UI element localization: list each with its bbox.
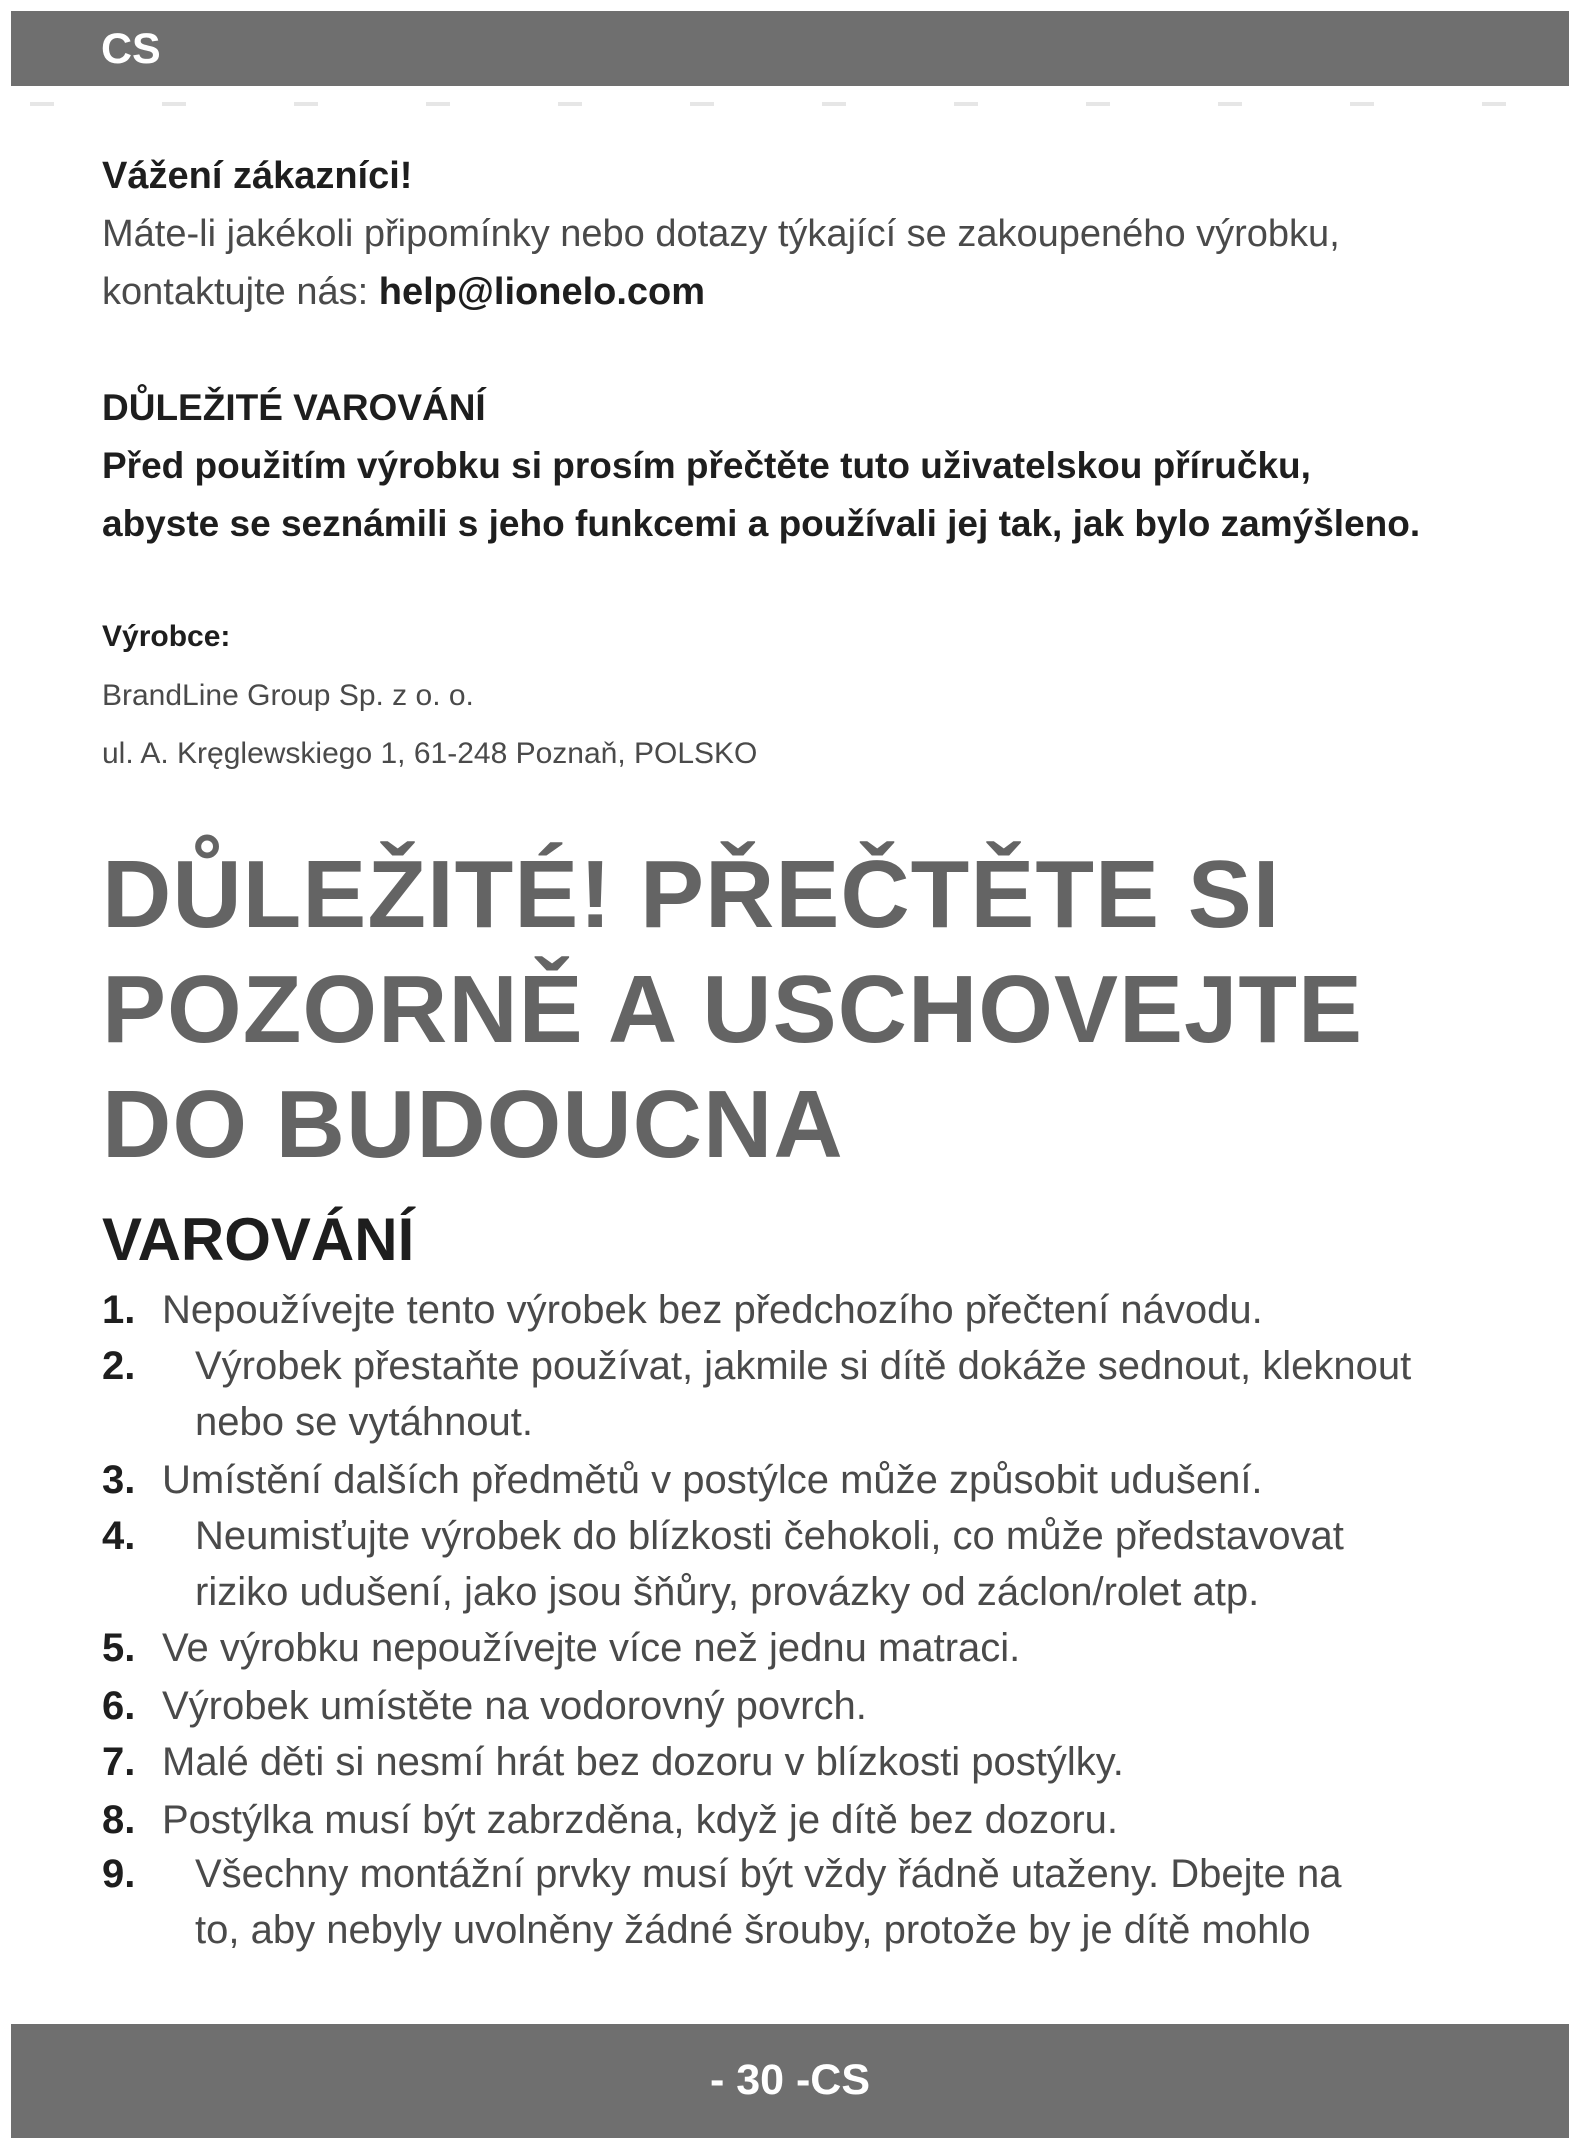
greeting-title: Vážení zákazníci! <box>102 155 413 197</box>
item-number: 8. <box>102 1798 136 1842</box>
item-text: Neumisťujte výrobek do blízkosti čehokoli, co může představovat <box>195 1514 1344 1558</box>
item-text: Výrobek přestaňte používat, jakmile si dítě dokáže sednout, kleknout <box>195 1344 1412 1388</box>
manufacturer-address: ul. A. Kręglewskiego 1, 61-248 Poznaň, POLSKO <box>102 737 758 770</box>
item-text-continued: nebo se vytáhnout. <box>195 1400 534 1444</box>
item-number: 3. <box>102 1458 136 1502</box>
headline-line-3: DO BUDOUCNA <box>102 1071 844 1178</box>
headline-line-1: DŮLEŽITÉ! PŘEČTĚTE SI <box>102 841 1281 948</box>
item-number: 9. <box>102 1852 136 1896</box>
item-text: Výrobek umístěte na vodorovný povrch. <box>162 1684 867 1728</box>
item-number: 4. <box>102 1514 136 1558</box>
greeting-line-1: Máte-li jakékoli připomínky nebo dotazy týkající se zakoupeného výrobku, <box>102 213 1340 255</box>
warning-line-2: abyste se seznámili s jeho funkcemi a používali jej tak, jak bylo zamýšleno. <box>102 503 1421 544</box>
manufacturer-name: BrandLine Group Sp. z o. o. <box>102 679 474 712</box>
item-text: Všechny montážní prvky musí být vždy řádně utaženy. Dbejte na <box>195 1852 1342 1896</box>
item-text: Ve výrobku nepoužívejte více než jednu matraci. <box>162 1626 1021 1670</box>
contact-prefix: kontaktujte nás: <box>102 271 379 313</box>
warning-title: DŮLEŽITÉ VAROVÁNÍ <box>102 387 486 428</box>
item-number: 5. <box>102 1626 136 1670</box>
warning-line-1: Před použitím výrobku si prosím přečtěte tuto uživatelskou příručku, <box>102 445 1311 486</box>
item-text: Malé děti si nesmí hrát bez dozoru v blízkosti postýlky. <box>162 1740 1124 1784</box>
item-text: Postýlka musí být zabrzděna, když je dítě bez dozoru. <box>162 1798 1119 1842</box>
item-number: 1. <box>102 1288 136 1332</box>
manufacturer-label: Výrobce: <box>102 620 231 653</box>
item-text-continued: riziko udušení, jako jsou šňůry, provázky od záclon/rolet atp. <box>195 1570 1260 1614</box>
page-number: - 30 -CS <box>709 2056 871 2104</box>
section-title: VAROVÁNÍ <box>102 1206 415 1273</box>
contact-email[interactable]: help@lionelo.com <box>378 271 706 313</box>
item-text-continued: to, aby nebyly uvolněny žádné šrouby, protože by je dítě mohlo <box>195 1908 1311 1952</box>
item-text: Umístění dalších předmětů v postýlce může způsobit udušení. <box>162 1458 1263 1502</box>
item-number: 7. <box>102 1740 136 1784</box>
item-text: Nepoužívejte tento výrobek bez předchozího přečtení návodu. <box>162 1288 1263 1332</box>
header-divider <box>30 102 1550 106</box>
footer-bar <box>11 2024 1569 2138</box>
greeting-line-2 <box>102 270 705 314</box>
item-number: 2. <box>102 1344 136 1388</box>
headline-line-2: POZORNĚ A USCHOVEJTE <box>102 956 1364 1063</box>
language-code: CS <box>101 25 161 73</box>
item-number: 6. <box>102 1684 136 1728</box>
header-bar <box>11 11 1569 86</box>
